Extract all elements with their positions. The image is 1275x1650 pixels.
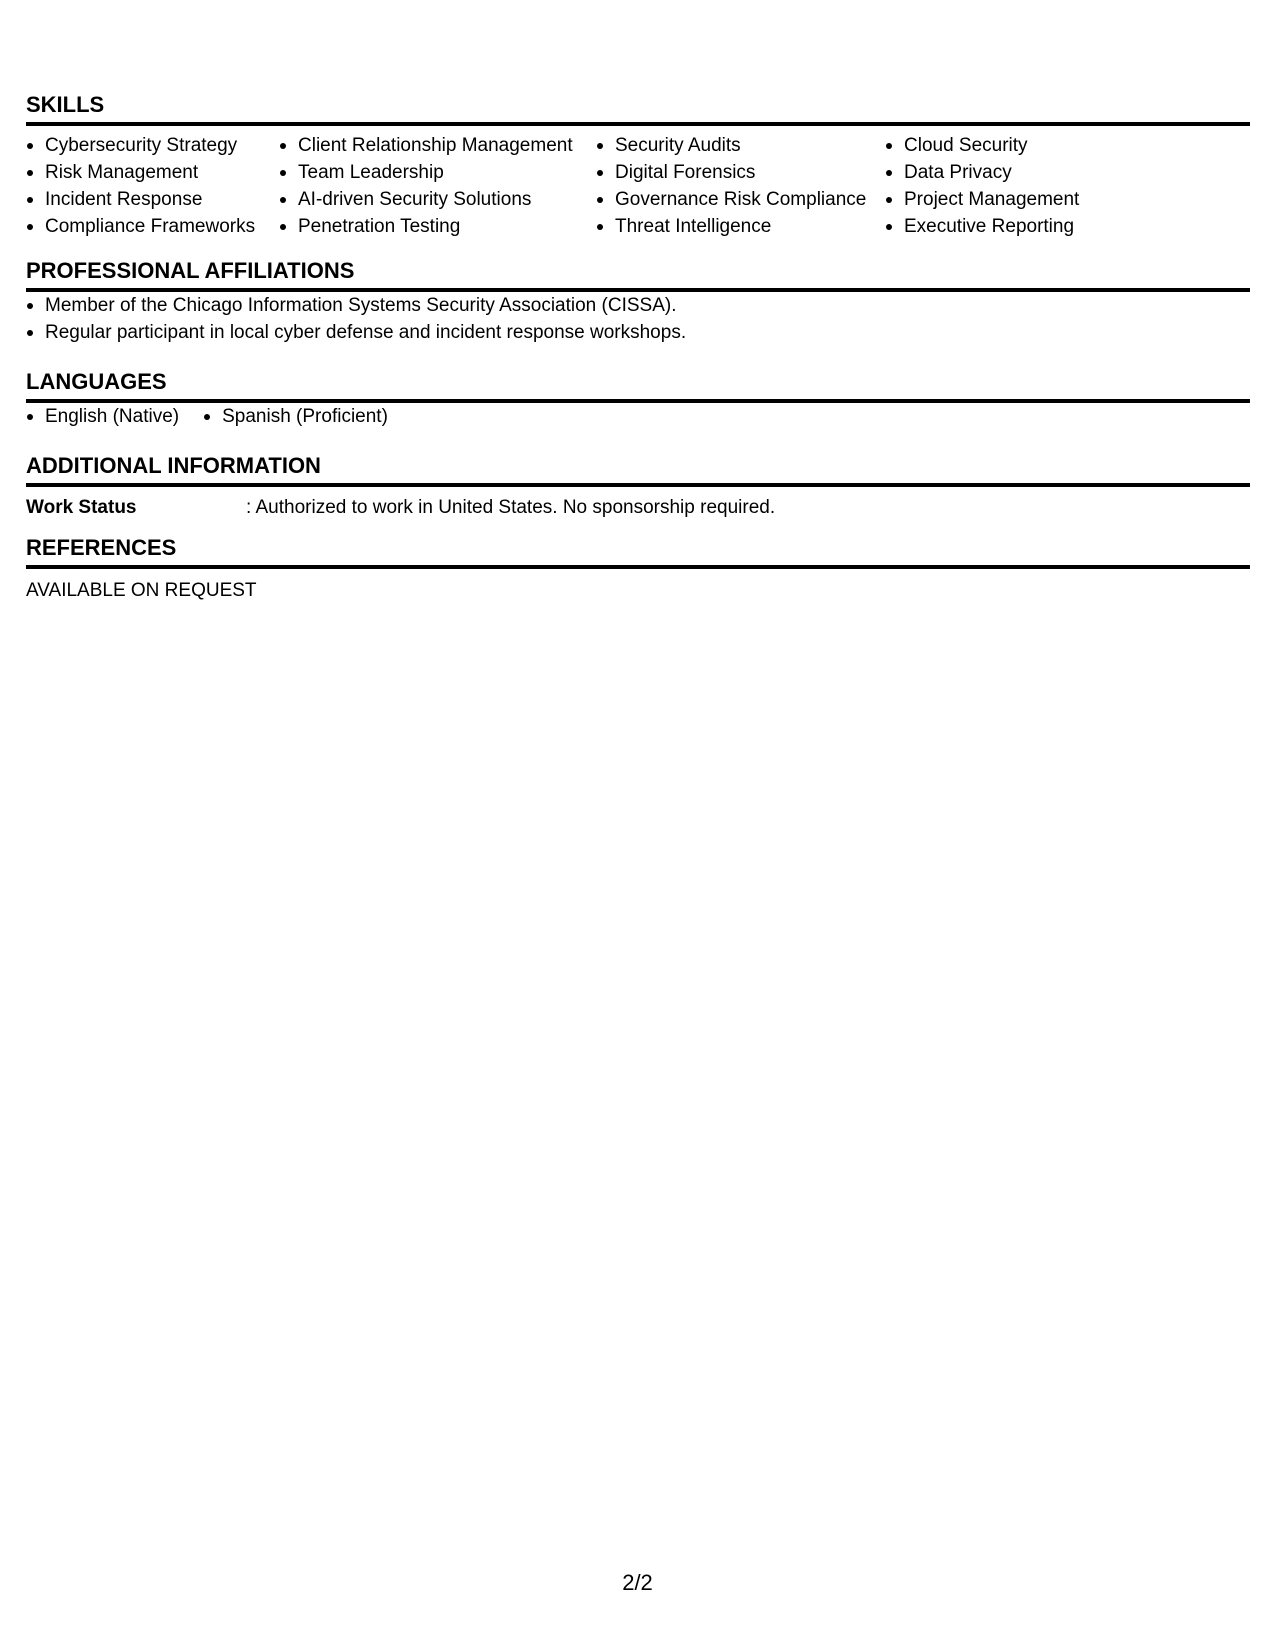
additional-info-heading: ADDITIONAL INFORMATION xyxy=(26,453,1250,487)
skills-column-1 xyxy=(26,132,279,240)
skill-item: Penetration Testing xyxy=(279,213,596,240)
skills-column-4 xyxy=(885,132,1185,240)
skill-item: Digital Forensics xyxy=(596,159,885,186)
affiliation-item: Member of the Chicago Information Systems Security Association (CISSA). xyxy=(26,292,1250,319)
skills-grid xyxy=(26,126,1250,240)
references-text: AVAILABLE ON REQUEST xyxy=(26,580,257,601)
affiliation-item: Regular participant in local cyber defense and incident response workshops. xyxy=(26,319,1250,346)
skill-item: AI-driven Security Solutions xyxy=(279,186,596,213)
skill-item: Cloud Security xyxy=(885,132,1185,159)
skills-column-3 xyxy=(596,132,885,240)
languages-section xyxy=(26,369,1250,430)
affiliations-list xyxy=(26,292,1250,346)
additional-info-section xyxy=(26,453,1250,521)
skill-item: Threat Intelligence xyxy=(596,213,885,240)
work-status-label: Work Status xyxy=(26,497,137,518)
skill-item: Project Management xyxy=(885,186,1185,213)
skill-item: Compliance Frameworks xyxy=(26,213,279,240)
skill-item: Cybersecurity Strategy xyxy=(26,132,279,159)
skill-item: Data Privacy xyxy=(885,159,1185,186)
skill-item: Security Audits xyxy=(596,132,885,159)
skills-section xyxy=(26,92,1250,240)
page-number: 2/2 xyxy=(622,1570,653,1595)
language-item: Spanish (Proficient) xyxy=(203,403,388,430)
work-status-value: : Authorized to work in United States. No sponsorship required. xyxy=(246,497,776,518)
affiliations-heading: PROFESSIONAL AFFILIATIONS xyxy=(26,258,1250,292)
references-section xyxy=(26,535,1250,604)
languages-heading: LANGUAGES xyxy=(26,369,1250,403)
language-item: English (Native) xyxy=(26,403,179,430)
affiliations-section xyxy=(26,258,1250,346)
skill-item: Risk Management xyxy=(26,159,279,186)
skills-column-2 xyxy=(279,132,596,240)
references-heading: REFERENCES xyxy=(26,535,1250,569)
skill-item: Client Relationship Management xyxy=(279,132,596,159)
skill-item: Executive Reporting xyxy=(885,213,1185,240)
skill-item: Team Leadership xyxy=(279,159,596,186)
work-status-row xyxy=(26,487,1250,521)
skills-heading: SKILLS xyxy=(26,92,1250,126)
skill-item: Governance Risk Compliance xyxy=(596,186,885,213)
skill-item: Incident Response xyxy=(26,186,279,213)
languages-list xyxy=(26,403,1250,430)
